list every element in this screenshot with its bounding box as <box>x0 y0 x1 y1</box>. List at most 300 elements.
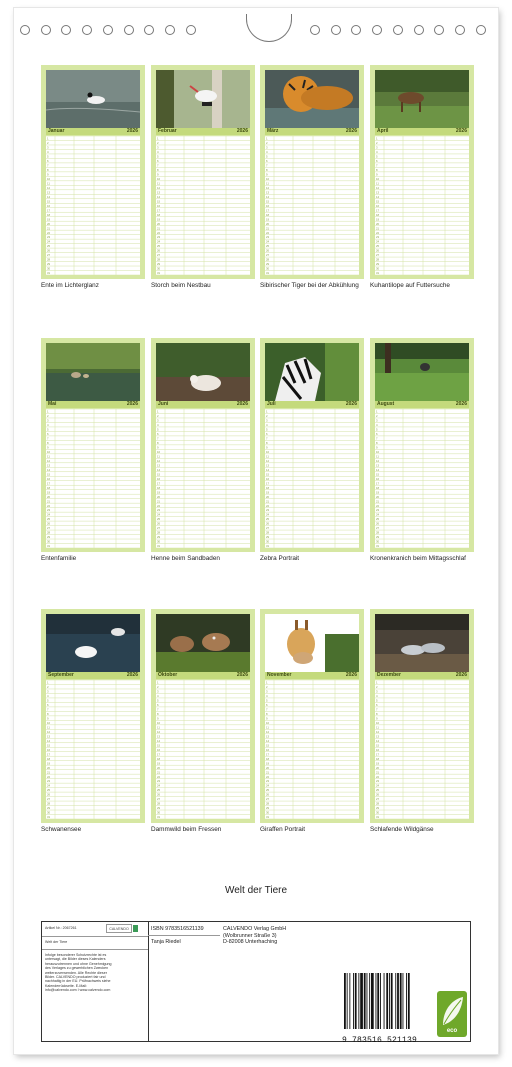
day-grid <box>375 136 469 275</box>
svg-text:27: 27 <box>376 253 380 258</box>
svg-text:25: 25 <box>47 517 51 522</box>
svg-text:17: 17 <box>266 208 270 213</box>
barcode-number: 9 783516 521139 <box>342 1036 418 1045</box>
svg-text:26: 26 <box>376 521 380 526</box>
svg-text:2: 2 <box>157 141 159 146</box>
binding-hole <box>310 25 320 35</box>
svg-text:9: 9 <box>376 172 378 177</box>
binding-hole <box>331 25 341 35</box>
svg-text:30: 30 <box>376 539 380 544</box>
svg-text:15: 15 <box>47 743 51 748</box>
svg-text:31: 31 <box>376 815 380 819</box>
svg-text:28: 28 <box>157 257 161 262</box>
svg-text:18: 18 <box>266 756 270 761</box>
svg-text:18: 18 <box>266 212 270 217</box>
day-grid <box>265 136 359 275</box>
month-year: 2026 <box>236 128 248 134</box>
binding-hole <box>41 25 51 35</box>
svg-text:26: 26 <box>157 248 161 253</box>
svg-text:27: 27 <box>47 797 51 802</box>
svg-text:13: 13 <box>376 190 380 195</box>
svg-text:1: 1 <box>266 136 268 141</box>
svg-text:20: 20 <box>157 221 161 226</box>
svg-text:13: 13 <box>47 734 51 739</box>
svg-text:27: 27 <box>266 253 270 258</box>
svg-text:23: 23 <box>47 779 51 784</box>
svg-text:10: 10 <box>157 176 161 181</box>
month-name: Januar <box>48 128 65 134</box>
svg-text:3: 3 <box>47 689 49 694</box>
svg-text:14: 14 <box>266 738 270 743</box>
publisher-street: (Wolbrunner Straße 3) <box>223 932 277 939</box>
svg-text:22: 22 <box>47 774 51 779</box>
svg-text:4: 4 <box>157 423 159 428</box>
svg-text:29: 29 <box>266 262 270 267</box>
svg-text:31: 31 <box>157 271 161 275</box>
binding-hole <box>144 25 154 35</box>
svg-text:3: 3 <box>266 145 268 150</box>
svg-text:30: 30 <box>157 266 161 271</box>
svg-text:9: 9 <box>376 716 378 721</box>
day-grid <box>265 409 359 548</box>
svg-text:11: 11 <box>47 181 50 186</box>
svg-text:19: 19 <box>157 761 161 766</box>
svg-text:5: 5 <box>157 427 159 432</box>
svg-text:11: 11 <box>157 181 160 186</box>
svg-text:31: 31 <box>266 815 270 819</box>
svg-text:1: 1 <box>47 680 49 685</box>
svg-text:19: 19 <box>47 490 51 495</box>
article-number: Artikel Nr.: 2067261 <box>45 926 77 930</box>
svg-text:24: 24 <box>376 239 380 244</box>
month-caption: Henne beim Sandbaden <box>151 555 220 562</box>
svg-text:30: 30 <box>266 266 270 271</box>
svg-text:8: 8 <box>157 711 159 716</box>
svg-text:18: 18 <box>266 485 270 490</box>
svg-text:11: 11 <box>266 181 269 186</box>
svg-text:10: 10 <box>266 449 270 454</box>
svg-text:23: 23 <box>157 235 161 240</box>
deer-photo <box>156 614 250 672</box>
svg-text:18: 18 <box>376 756 380 761</box>
svg-text:9: 9 <box>266 172 268 177</box>
svg-text:7: 7 <box>266 436 268 441</box>
svg-text:29: 29 <box>376 806 380 811</box>
svg-text:21: 21 <box>47 226 51 231</box>
isbn: ISBN 9783516521139 <box>151 926 204 932</box>
svg-text:30: 30 <box>376 810 380 815</box>
svg-text:31: 31 <box>47 544 51 548</box>
month-name: Februar <box>158 128 177 134</box>
month-caption: Entenfamilie <box>41 555 77 562</box>
svg-text:12: 12 <box>376 729 380 734</box>
svg-text:17: 17 <box>157 481 161 486</box>
svg-text:17: 17 <box>157 752 161 757</box>
svg-text:7: 7 <box>157 163 159 168</box>
svg-text:6: 6 <box>157 703 159 708</box>
svg-text:12: 12 <box>47 729 51 734</box>
svg-text:10: 10 <box>47 176 51 181</box>
month-name: April <box>377 128 389 134</box>
binding-hole <box>61 25 71 35</box>
svg-text:24: 24 <box>47 783 51 788</box>
svg-text:8: 8 <box>266 440 268 445</box>
svg-text:8: 8 <box>266 167 268 172</box>
svg-text:22: 22 <box>47 230 51 235</box>
svg-text:19: 19 <box>376 490 380 495</box>
svg-text:18: 18 <box>47 756 51 761</box>
svg-text:20: 20 <box>376 765 380 770</box>
svg-text:12: 12 <box>157 729 161 734</box>
svg-text:3: 3 <box>47 145 49 150</box>
svg-text:6: 6 <box>266 703 268 708</box>
svg-text:2: 2 <box>376 685 378 690</box>
svg-text:2: 2 <box>266 141 268 146</box>
svg-text:14: 14 <box>47 738 51 743</box>
svg-text:24: 24 <box>266 783 270 788</box>
svg-text:16: 16 <box>266 476 270 481</box>
svg-text:2: 2 <box>376 141 378 146</box>
month-header <box>375 128 469 135</box>
eco-badge <box>437 991 467 1037</box>
svg-text:12: 12 <box>376 458 380 463</box>
svg-text:4: 4 <box>376 150 378 155</box>
svg-text:14: 14 <box>157 194 161 199</box>
svg-text:2: 2 <box>266 414 268 419</box>
month-caption: Storch beim Nestbau <box>151 282 211 289</box>
svg-text:4: 4 <box>47 150 49 155</box>
svg-text:2: 2 <box>157 685 159 690</box>
svg-text:22: 22 <box>157 774 161 779</box>
svg-text:6: 6 <box>47 703 49 708</box>
svg-text:5: 5 <box>376 698 378 703</box>
svg-text:3: 3 <box>376 145 378 150</box>
month-caption: Giraffen Portrait <box>260 826 305 833</box>
svg-text:31: 31 <box>376 271 380 275</box>
svg-text:26: 26 <box>157 792 161 797</box>
svg-text:20: 20 <box>376 494 380 499</box>
svg-text:13: 13 <box>376 463 380 468</box>
month-year: 2026 <box>345 128 357 134</box>
day-grid <box>375 409 469 548</box>
logo-green-mark <box>133 925 138 932</box>
month-caption: Kuhantilope auf Futtersuche <box>370 282 450 289</box>
day-grid <box>46 409 140 548</box>
svg-text:7: 7 <box>266 163 268 168</box>
day-grid <box>156 409 250 548</box>
day-grid <box>46 136 140 275</box>
svg-text:9: 9 <box>47 445 49 450</box>
svg-text:16: 16 <box>47 747 51 752</box>
svg-text:19: 19 <box>157 217 161 222</box>
svg-text:25: 25 <box>157 788 161 793</box>
svg-text:16: 16 <box>266 747 270 752</box>
svg-text:1: 1 <box>47 136 49 141</box>
svg-text:17: 17 <box>47 481 51 486</box>
svg-text:27: 27 <box>157 253 161 258</box>
svg-text:4: 4 <box>157 694 159 699</box>
month-year: 2026 <box>126 672 138 678</box>
svg-text:14: 14 <box>47 467 51 472</box>
tiger-photo <box>265 70 359 128</box>
month-caption: Ente im Lichterglanz <box>41 282 99 289</box>
svg-text:24: 24 <box>47 512 51 517</box>
svg-text:5: 5 <box>47 154 49 159</box>
svg-text:12: 12 <box>157 458 161 463</box>
svg-text:13: 13 <box>157 190 161 195</box>
svg-text:26: 26 <box>266 792 270 797</box>
svg-text:31: 31 <box>157 544 161 548</box>
svg-text:20: 20 <box>157 494 161 499</box>
svg-text:25: 25 <box>157 517 161 522</box>
svg-text:13: 13 <box>47 463 51 468</box>
svg-text:15: 15 <box>266 472 270 477</box>
svg-text:9: 9 <box>376 445 378 450</box>
svg-text:6: 6 <box>266 159 268 164</box>
svg-text:14: 14 <box>376 194 380 199</box>
svg-text:27: 27 <box>266 797 270 802</box>
svg-text:2: 2 <box>47 414 49 419</box>
svg-text:18: 18 <box>376 485 380 490</box>
svg-text:1: 1 <box>376 136 378 141</box>
svg-text:24: 24 <box>266 239 270 244</box>
svg-text:23: 23 <box>266 235 270 240</box>
svg-text:24: 24 <box>157 783 161 788</box>
svg-text:29: 29 <box>157 806 161 811</box>
svg-text:23: 23 <box>376 779 380 784</box>
duck-family-photo <box>46 343 140 401</box>
month-year: 2026 <box>455 401 467 407</box>
svg-text:11: 11 <box>47 454 50 459</box>
svg-text:7: 7 <box>376 436 378 441</box>
svg-text:31: 31 <box>266 544 270 548</box>
svg-text:21: 21 <box>266 770 270 775</box>
month-year: 2026 <box>126 128 138 134</box>
svg-text:24: 24 <box>266 512 270 517</box>
svg-text:25: 25 <box>266 788 270 793</box>
legal-text: Infolge besonderer Schutzrechte ist es untersagt, die Bilder dieses Kalenders herauszutrennen und ohne Genehmigung des Verlages zu gewerblichen Zwecken weiterzuverwenden. Alle Rechte dieser Bilder. CALVENDO produziert fair und nachhaltig in der EU. Prüfnachweis siehe Kalenderrückseite. E-Mail: info@calvendo.com I www.calvendo.com <box>45 953 112 993</box>
month-caption: Schwanensee <box>41 826 82 833</box>
duck-photo <box>46 70 140 128</box>
svg-text:8: 8 <box>47 440 49 445</box>
svg-text:30: 30 <box>266 539 270 544</box>
svg-text:29: 29 <box>157 262 161 267</box>
svg-text:13: 13 <box>266 463 270 468</box>
svg-text:25: 25 <box>266 517 270 522</box>
svg-text:12: 12 <box>266 185 270 190</box>
svg-text:26: 26 <box>376 248 380 253</box>
month-header <box>46 128 140 135</box>
svg-text:15: 15 <box>157 472 161 477</box>
month-header <box>375 672 469 679</box>
svg-text:28: 28 <box>266 257 270 262</box>
month-header <box>375 401 469 408</box>
svg-text:28: 28 <box>266 530 270 535</box>
month-name: Juni <box>158 401 169 407</box>
binding-hole <box>103 25 113 35</box>
svg-text:4: 4 <box>47 694 49 699</box>
svg-text:29: 29 <box>47 262 51 267</box>
svg-text:4: 4 <box>266 694 268 699</box>
calendar-page <box>14 8 498 1054</box>
svg-text:28: 28 <box>157 801 161 806</box>
svg-text:21: 21 <box>157 499 161 504</box>
binding-hole <box>455 25 465 35</box>
svg-text:22: 22 <box>266 774 270 779</box>
svg-text:29: 29 <box>376 535 380 540</box>
svg-text:4: 4 <box>157 150 159 155</box>
svg-text:27: 27 <box>47 253 51 258</box>
svg-text:11: 11 <box>376 454 379 459</box>
day-grid <box>375 680 469 819</box>
svg-text:5: 5 <box>376 427 378 432</box>
svg-text:24: 24 <box>157 239 161 244</box>
svg-text:1: 1 <box>376 409 378 414</box>
svg-text:13: 13 <box>376 734 380 739</box>
svg-text:5: 5 <box>157 698 159 703</box>
svg-text:16: 16 <box>376 203 380 208</box>
binding-hole <box>476 25 486 35</box>
svg-text:20: 20 <box>266 765 270 770</box>
svg-text:12: 12 <box>266 458 270 463</box>
svg-text:23: 23 <box>376 508 380 513</box>
svg-text:5: 5 <box>266 427 268 432</box>
svg-text:2: 2 <box>47 141 49 146</box>
svg-text:9: 9 <box>266 716 268 721</box>
svg-text:31: 31 <box>157 815 161 819</box>
product-footer <box>41 921 471 1045</box>
svg-text:14: 14 <box>266 194 270 199</box>
svg-text:18: 18 <box>157 485 161 490</box>
footer-isbn-column <box>148 922 220 1041</box>
zebra-photo <box>265 343 359 401</box>
svg-text:27: 27 <box>157 797 161 802</box>
svg-text:3: 3 <box>266 689 268 694</box>
svg-text:23: 23 <box>157 779 161 784</box>
svg-text:27: 27 <box>157 526 161 531</box>
svg-text:12: 12 <box>47 185 51 190</box>
svg-text:16: 16 <box>157 203 161 208</box>
svg-text:16: 16 <box>157 476 161 481</box>
svg-text:9: 9 <box>266 445 268 450</box>
svg-text:7: 7 <box>157 436 159 441</box>
svg-text:3: 3 <box>157 689 159 694</box>
svg-text:21: 21 <box>266 499 270 504</box>
footer-publisher-column <box>220 922 318 1041</box>
svg-text:28: 28 <box>47 257 51 262</box>
publisher-city: D-82008 Unterhaching <box>223 939 278 945</box>
footer-product-title: Welt der Tiere <box>45 940 68 944</box>
svg-text:21: 21 <box>157 226 161 231</box>
svg-text:2: 2 <box>47 685 49 690</box>
svg-text:13: 13 <box>266 190 270 195</box>
hen-photo <box>156 343 250 401</box>
svg-text:22: 22 <box>157 230 161 235</box>
svg-text:11: 11 <box>157 454 160 459</box>
svg-text:19: 19 <box>157 490 161 495</box>
svg-text:14: 14 <box>266 467 270 472</box>
svg-text:15: 15 <box>376 199 380 204</box>
svg-text:28: 28 <box>376 801 380 806</box>
svg-text:22: 22 <box>376 503 380 508</box>
day-grid <box>156 680 250 819</box>
svg-text:6: 6 <box>266 432 268 437</box>
month-name: Juli <box>267 401 276 407</box>
svg-text:27: 27 <box>376 526 380 531</box>
svg-text:11: 11 <box>266 725 269 730</box>
month-caption: Schlafende Wildgänse <box>370 826 434 833</box>
svg-text:26: 26 <box>266 248 270 253</box>
month-year: 2026 <box>345 672 357 678</box>
svg-text:30: 30 <box>47 810 51 815</box>
svg-text:27: 27 <box>266 526 270 531</box>
svg-text:8: 8 <box>376 167 378 172</box>
svg-text:21: 21 <box>266 226 270 231</box>
calendar-title: Welt der Tiere <box>224 885 288 896</box>
svg-text:19: 19 <box>266 217 270 222</box>
svg-text:28: 28 <box>157 530 161 535</box>
svg-text:26: 26 <box>376 792 380 797</box>
svg-text:10: 10 <box>47 720 51 725</box>
svg-text:23: 23 <box>47 508 51 513</box>
svg-text:3: 3 <box>157 145 159 150</box>
svg-text:5: 5 <box>266 698 268 703</box>
svg-text:6: 6 <box>157 159 159 164</box>
svg-text:10: 10 <box>266 720 270 725</box>
geese-photo <box>375 614 469 672</box>
month-header <box>265 401 359 408</box>
month-header <box>156 128 250 135</box>
month-caption: Dammwild beim Fressen <box>151 826 222 833</box>
month-name: Oktober <box>158 672 178 678</box>
svg-text:9: 9 <box>47 716 49 721</box>
svg-text:10: 10 <box>376 449 380 454</box>
svg-text:24: 24 <box>157 512 161 517</box>
svg-text:22: 22 <box>47 503 51 508</box>
svg-text:6: 6 <box>376 159 378 164</box>
svg-text:7: 7 <box>376 707 378 712</box>
svg-text:17: 17 <box>376 752 380 757</box>
svg-text:10: 10 <box>157 720 161 725</box>
svg-text:29: 29 <box>47 806 51 811</box>
svg-text:29: 29 <box>266 806 270 811</box>
month-year: 2026 <box>236 401 248 407</box>
svg-text:28: 28 <box>376 530 380 535</box>
binding-hole <box>186 25 196 35</box>
publisher-name: CALVENDO Verlag GmbH <box>223 926 287 932</box>
svg-text:13: 13 <box>157 734 161 739</box>
svg-text:11: 11 <box>47 725 50 730</box>
month-year: 2026 <box>236 672 248 678</box>
month-header <box>265 128 359 135</box>
svg-text:27: 27 <box>47 526 51 531</box>
svg-text:20: 20 <box>47 494 51 499</box>
svg-text:21: 21 <box>376 226 380 231</box>
svg-text:17: 17 <box>157 208 161 213</box>
footer-info-column <box>42 922 149 1041</box>
svg-text:26: 26 <box>157 521 161 526</box>
svg-text:20: 20 <box>266 221 270 226</box>
svg-text:7: 7 <box>47 436 49 441</box>
svg-text:25: 25 <box>376 244 380 249</box>
svg-text:16: 16 <box>47 476 51 481</box>
svg-text:5: 5 <box>266 154 268 159</box>
svg-text:9: 9 <box>47 172 49 177</box>
svg-text:12: 12 <box>266 729 270 734</box>
day-grid <box>156 136 250 275</box>
svg-text:22: 22 <box>376 230 380 235</box>
binding-hole <box>414 25 424 35</box>
